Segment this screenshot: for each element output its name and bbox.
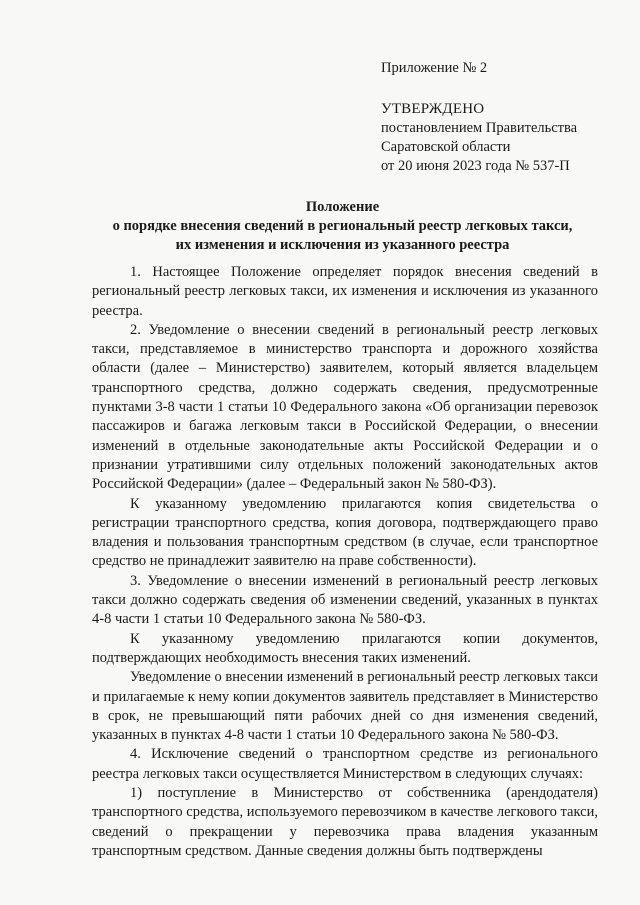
document-body <box>92 263 598 861</box>
appendix-number: Приложение № 2 <box>381 60 488 76</box>
paragraph-8: 1) поступление в Министерство от собственника (арендодателя) транспортного средства, используемого перевозчиком в качестве легкового такси, сведений о прекращении у перевозчика права владения указанным транспортным средством. Данные сведения должны быть подтверждены <box>92 785 598 859</box>
paragraph-7: 4. Исключение сведений о транспортном средстве из регионального реестра легковых такси осуществляется Министерством в следующих случаях: <box>92 746 598 782</box>
paragraph-4: 3. Уведомление о внесении изменений в региональный реестр легковых такси должно содержать сведения об изменении сведений, указанных в пунктах 4-8 части 1 статьи 10 Федерального закона № 580-ФЗ. <box>92 572 598 628</box>
approval-line-1: постановлением Правительства <box>381 120 578 136</box>
approval-line-3: от 20 июня 2023 года № 537-П <box>381 158 570 174</box>
approval-line-2: Саратовской области <box>381 139 511 155</box>
approved-heading: УТВЕРЖДЕНО <box>381 101 485 117</box>
paragraph-3: К указанному уведомлению прилагаются копия свидетельства о регистрации транспортного средства, копия договора, подтверждающего право владения и пользования транспортным средством (в случае, если транспортное средство не принадлежит заявителю на праве собственности). <box>92 495 598 570</box>
title-line-3: их изменения и исключения из указанного реестра <box>175 237 510 253</box>
paragraph-1: 1. Настоящее Положение определяет порядок внесения сведений в региональный реестр легковых такси, их изменения и исключения из указанного реестра. <box>92 264 598 319</box>
title-line-2: о порядке внесения сведений в региональный реестр легковых такси, <box>112 218 573 234</box>
approval-stamp-block <box>381 59 621 176</box>
paragraph-2: 2. Уведомление о внесении сведений в региональный реестр легковых такси, представляемое в министерство транспорта и дорожного хозяйства области (далее – Министерство) заявителем, который является владельцем транспортного средства, должно содержать сведения, предусмотренные пунктами 3-8 части 1 статьи 10 Федерального закона «Об организации перевозок пассажиров и багажа легковым такси в Российской Федерации, о внесении изменений в отдельные законодательные акты Российской Федерации и о признании утратившими силу отдельных положений законодательных актов Российской Федерации» (далее – Федеральный закон № 580-ФЗ). <box>92 321 598 493</box>
paragraph-6: Уведомление о внесении изменений в региональный реестр легковых такси и прилагаемые к нему копии документов заявитель представляет в Министерство в срок, не превышающий пяти рабочих дней со дня изменения сведений, указанных в пунктах 4-8 части 1 статьи 10 Федерального закона № 580-ФЗ. <box>92 669 598 744</box>
title-line-1: Положение <box>305 199 380 215</box>
paragraph-5: К указанному уведомлению прилагаются копии документов, подтверждающих необходимость внесения таких изменений. <box>92 630 598 666</box>
document-title <box>90 198 595 255</box>
